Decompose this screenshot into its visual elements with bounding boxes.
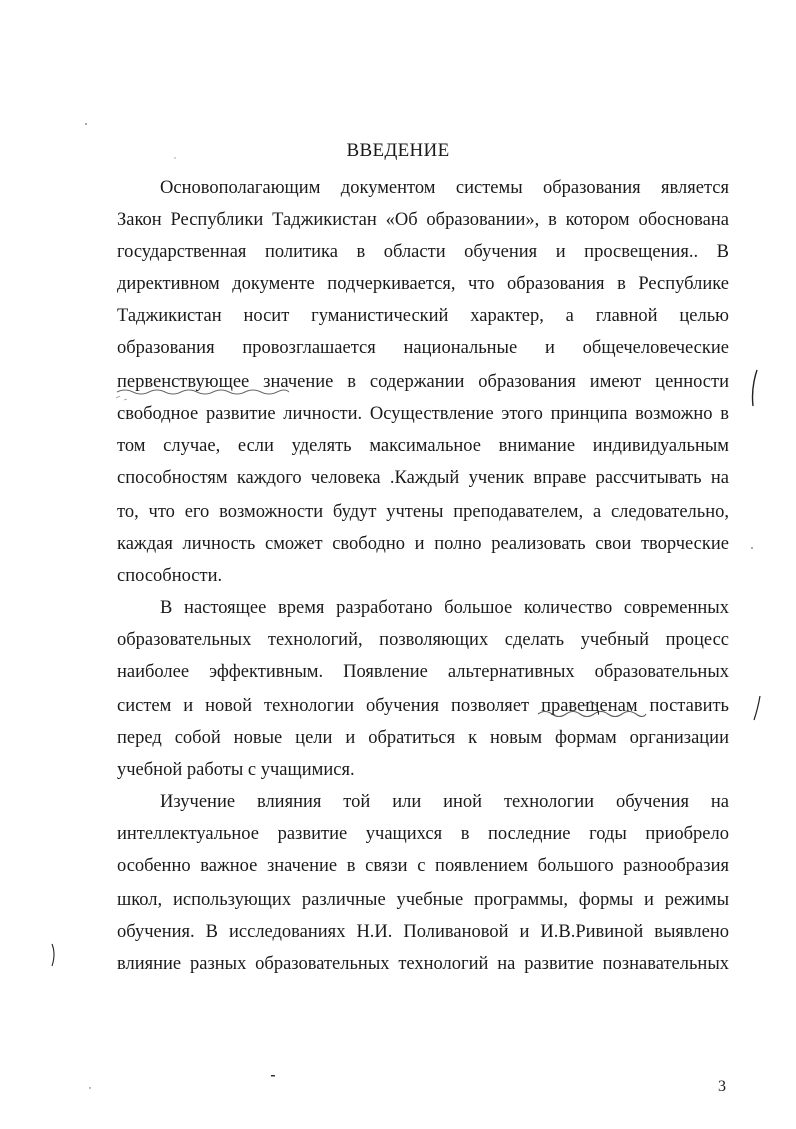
ink-speck [85,123,87,125]
text-line: влияние разных образовательных технологий на развитие познавательных [117,954,729,974]
text-line: первенствующее значение в содержании образования имеют ценности [117,372,729,392]
ink-speck [89,1087,90,1088]
text-line: образовательных технологий, позволяющих сделать учебный процесс [117,630,729,650]
text-line: систем и новой технологии обучения позволяет правещенам поставить [117,696,729,716]
text-line: Основополагающим документом системы образования является [160,178,729,198]
text-line: наиболее эффективным. Появление альтернативных образовательных [117,662,729,682]
text-line: государственная политика в области обучения и просвещения.. В [117,242,729,262]
text-line: том случае, если уделять максимальное внимание индивидуальным [117,436,729,456]
ink-speck [271,1075,275,1077]
text-line: перед собой новые цели и обратиться к новым формам организации [117,728,729,748]
text-line: способности. [117,566,223,586]
text-line: Закон Республики Таджикистан «Об образовании», в котором обоснована [117,210,729,230]
text-line: то, что его возможности будут учтены преподавателем, а следовательно, [117,502,729,522]
text-line: особенно важное значение в связи с появлением большого разнообразия [117,856,729,876]
margin-bracket-mark [52,944,54,966]
text-line: свободное развитие личности. Осуществление этого принципа возможно в [117,404,729,424]
text-line: обучения. В исследованиях Н.И. Поливановой и И.В.Ривиной выявлено [117,922,729,942]
text-line: Таджикистан носит гуманистический характер, а главной целью [117,306,729,326]
page-number: 3 [718,1078,726,1095]
ink-speck [751,547,753,549]
text-line: директивном документе подчеркивается, что образования в Республике [117,274,729,294]
text-line: школ, использующих различные учебные программы, формы и режимы [117,890,729,910]
text-line: учебной работы с учащимися. [117,760,355,780]
text-line: В настоящее время разработано большое количество современных [160,598,729,618]
page-title: ВВЕДЕНИЕ [346,140,450,161]
text-line: каждая личность сможет свободно и полно реализовать свои творческие [117,534,729,554]
margin-bracket-mark [753,370,758,406]
margin-bracket-mark [754,696,760,720]
text-line: Изучение влияния той или иной технологии обучения на [160,792,729,812]
text-line: интеллектуальное развитие учащихся в последние годы приобрело [117,824,729,844]
text-line: образования провозглашается национальные и общечеловеческие [117,338,729,358]
text-line: способностям каждого человека .Каждый ученик вправе рассчитывать на [117,468,729,488]
